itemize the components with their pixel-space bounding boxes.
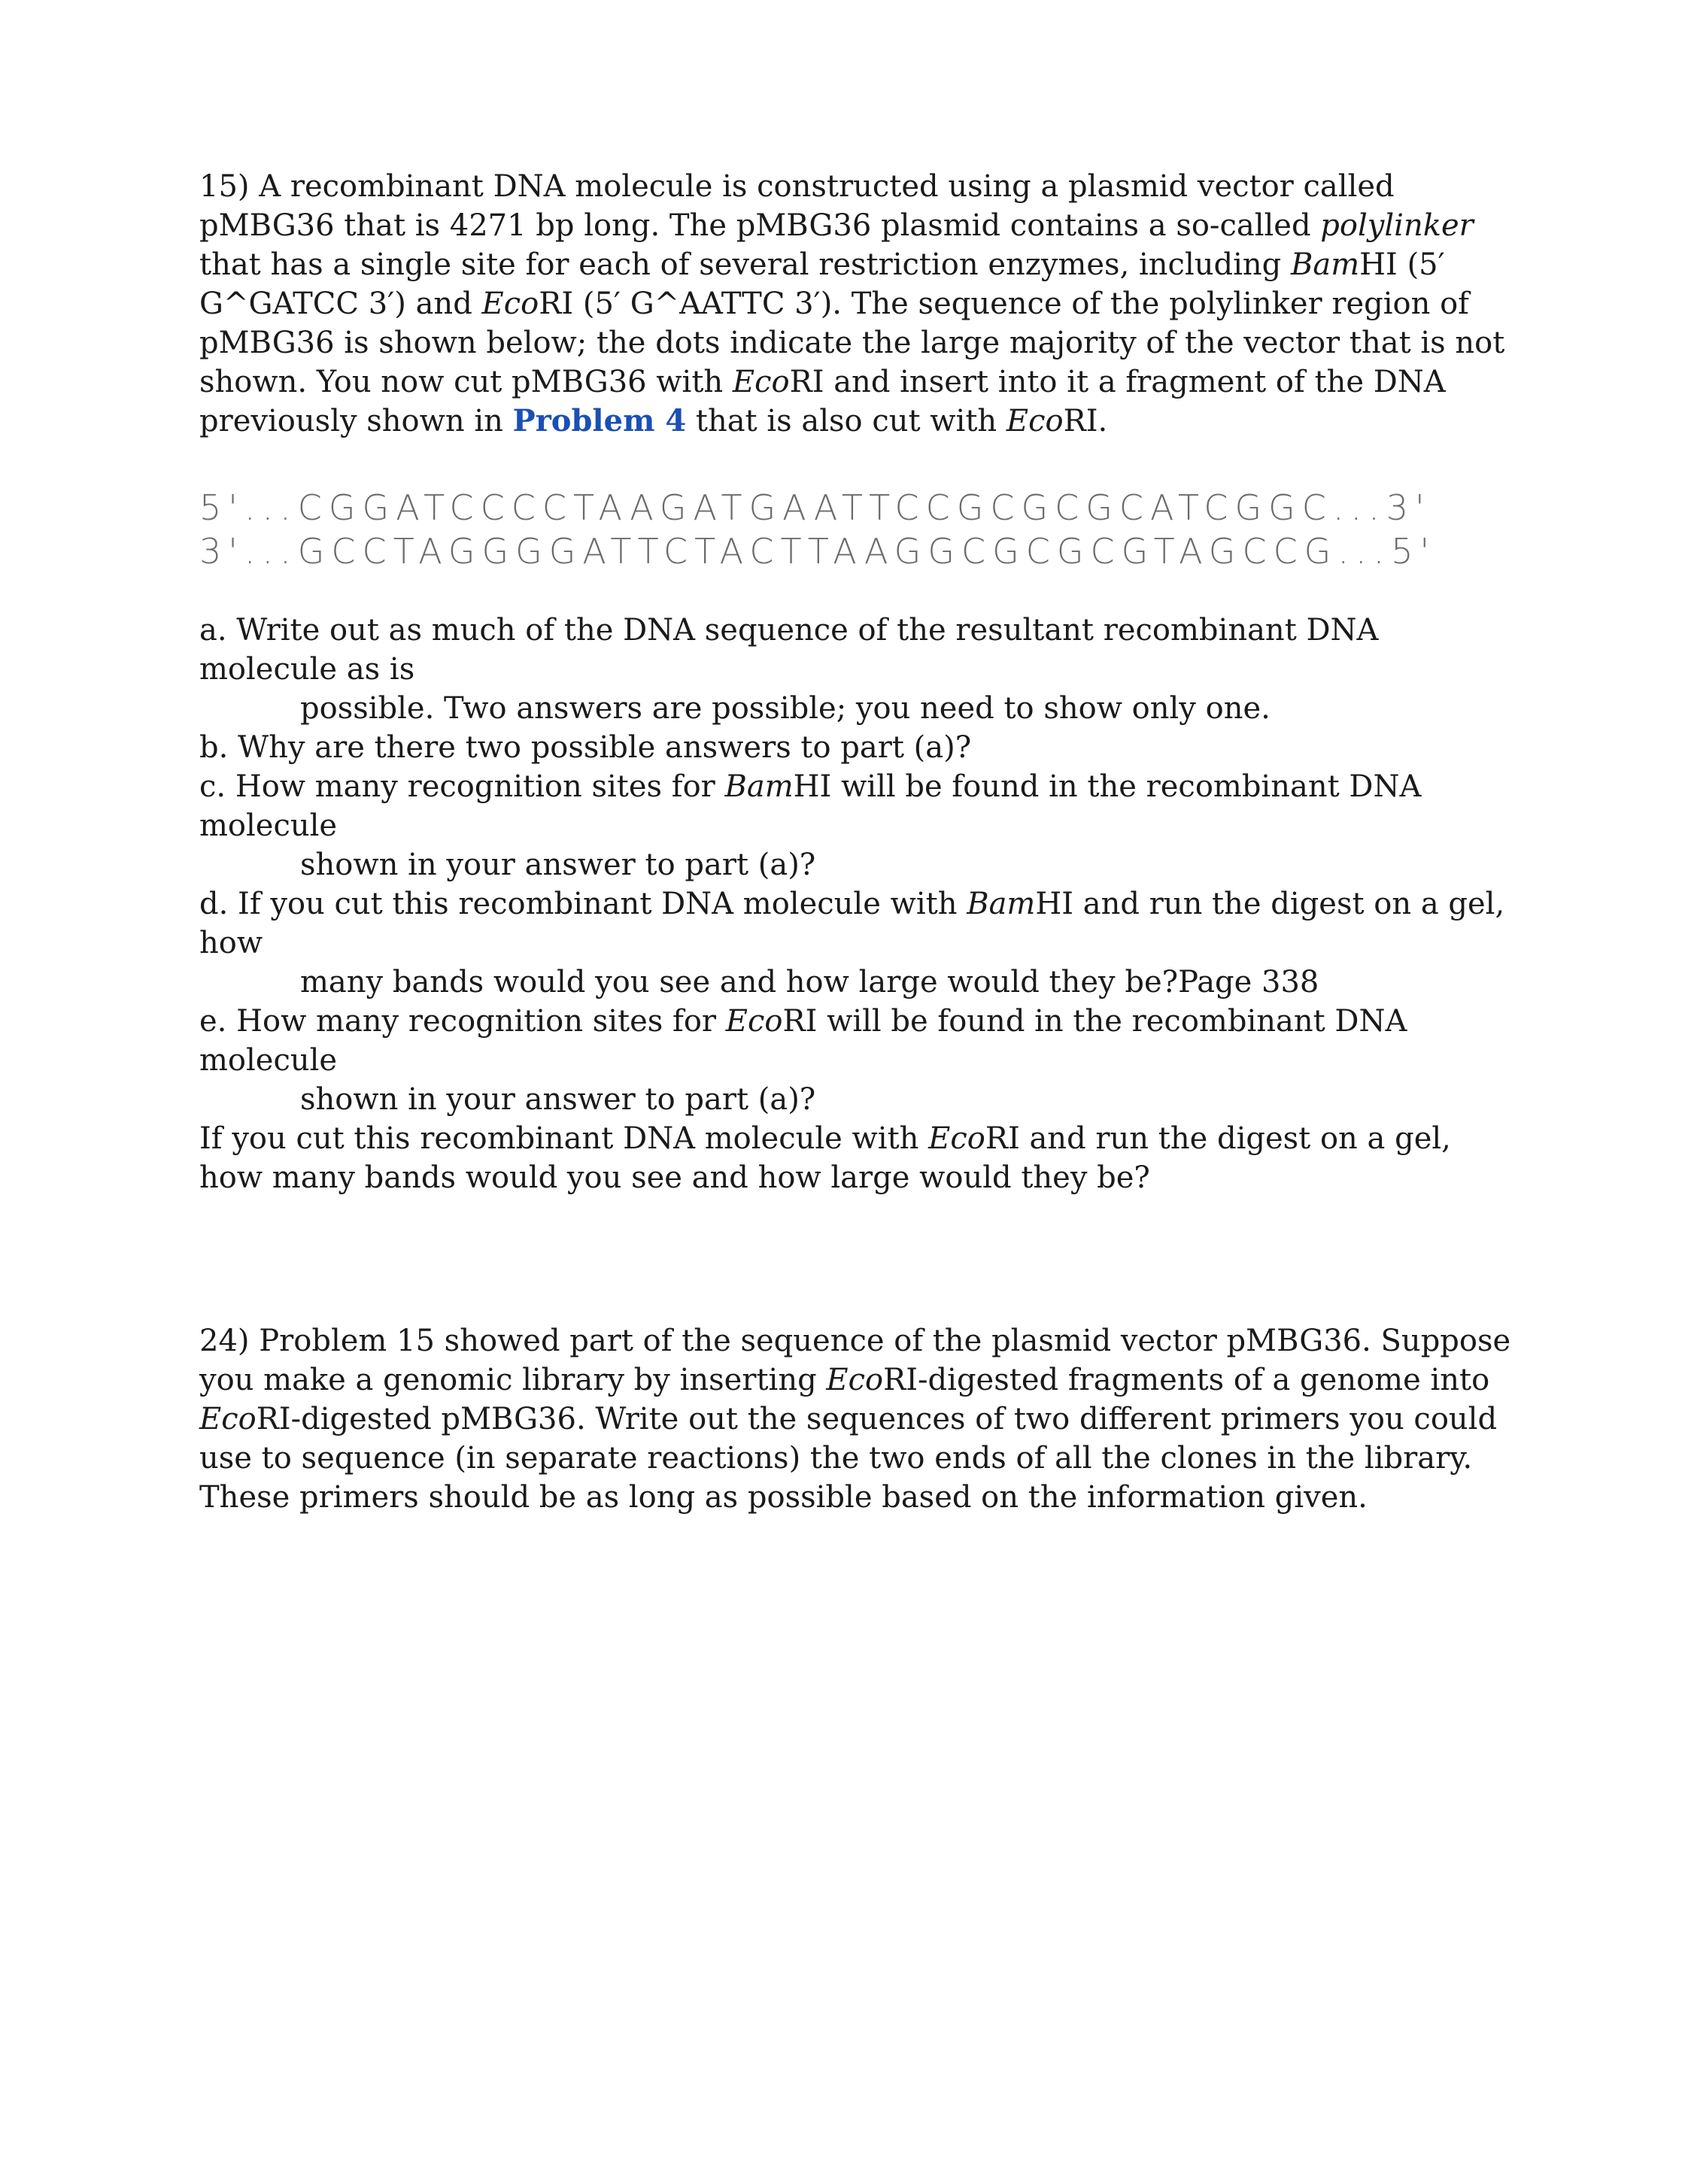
question-b <box>199 728 1512 767</box>
question-d-text: d. If you cut this recombinant DNA molecule with <box>199 887 967 921</box>
question-c-text: c. How many recognition sites for <box>199 769 725 804</box>
problem-15-text: that has a single site for each of several restriction enzymes, including <box>199 247 1291 282</box>
question-c-continuation: shown in your answer to part (a)? <box>300 848 816 882</box>
problem-24-text: RI-digested fragments of a genome into <box>883 1363 1490 1397</box>
problem-15-intro <box>199 167 1512 441</box>
problem-15-text: RI. <box>1063 404 1108 438</box>
document-page <box>199 167 1512 1517</box>
enzyme-name: Eco <box>732 365 790 399</box>
enzyme-name: Eco <box>199 1402 257 1436</box>
enzyme-name: Eco <box>1006 404 1064 438</box>
question-d-text: HI and run the digest on a gel, how <box>199 887 1505 960</box>
section-spacer <box>199 1197 1512 1321</box>
problem-15-text: that is also cut with <box>686 404 1006 438</box>
enzyme-name: Eco <box>481 287 539 321</box>
question-e-continuation: shown in your answer to part (a)? <box>300 1082 816 1117</box>
question-a-text: a. Write out as much of the DNA sequence of the resultant recombinant DNA molecule as is <box>199 613 1379 687</box>
problem-15-text: RI (5′ G^AATTC 3′). The sequence of the polylinker region of pMBG36 is shown below; the dots indicate the large majority of the vector that is not shown. You now cut pMBG36 with <box>199 287 1505 399</box>
enzyme-name: Eco <box>928 1121 985 1156</box>
problem-24-text: RI-digested pMBG36. Write out the sequences of two different primers you could use to sequence (in separate reactions) the two ends of all the clones in the library. These primers should be as long as possible based on the information given. <box>199 1402 1498 1515</box>
problem-15-questions <box>199 611 1512 1197</box>
enzyme-name: Eco <box>826 1363 884 1397</box>
sequence-top-strand: 5'...CGGATCCCCTAAGATGAATTCCGCGCGCATCGGC...3' <box>199 487 1431 528</box>
question-b-text: b. Why are there two possible answers to part (a)? <box>199 730 972 765</box>
question-f-text: If you cut this recombinant DNA molecule with <box>199 1121 929 1156</box>
problem-4-link[interactable]: Problem 4 <box>512 403 687 438</box>
question-c <box>199 767 1512 884</box>
question-e-text: e. How many recognition sites for <box>199 1004 726 1039</box>
question-f <box>199 1119 1512 1197</box>
question-c-text: HI will be found in the recombinant DNA molecule <box>199 769 1422 843</box>
question-a-continuation: possible. Two answers are possible; you need to show only one. <box>300 691 1271 726</box>
problem-15-text: RI and insert into it a fragment of the DNA previously shown in <box>199 365 1446 438</box>
question-d <box>199 884 1512 1002</box>
polylinker-term: polylinker <box>1320 208 1474 243</box>
question-e <box>199 1002 1512 1119</box>
question-f-text: RI and run the digest on a gel, how many bands would you see and how large would they be? <box>199 1121 1451 1195</box>
problem-24-text: 24) Problem 15 showed part of the sequence of the plasmid vector pMBG36. Suppose you make a genomic library by inserting <box>199 1324 1511 1397</box>
problem-24 <box>199 1321 1512 1517</box>
enzyme-name: Bam <box>1291 247 1360 282</box>
polylinker-sequence <box>199 486 1512 573</box>
question-a <box>199 611 1512 728</box>
question-d-continuation: many bands would you see and how large would they be?Page 338 <box>300 965 1319 999</box>
sequence-bottom-strand: 3'...GCCTAGGGGATTCTACTTAAGGCGCGCGTAGCCG...5' <box>199 531 1437 572</box>
enzyme-name: Bam <box>967 887 1036 921</box>
enzyme-name: Bam <box>724 769 794 804</box>
problem-15-text: 15) A recombinant DNA molecule is constructed using a plasmid vector called pMBG36 that is 4271 bp long. The pMBG36 plasmid contains a so-called <box>199 169 1395 243</box>
problem-15-text: HI (5′ G^GATCC 3′) and <box>199 247 1445 321</box>
enzyme-name: Eco <box>725 1004 783 1039</box>
question-e-text: RI will be found in the recombinant DNA molecule <box>199 1004 1407 1078</box>
